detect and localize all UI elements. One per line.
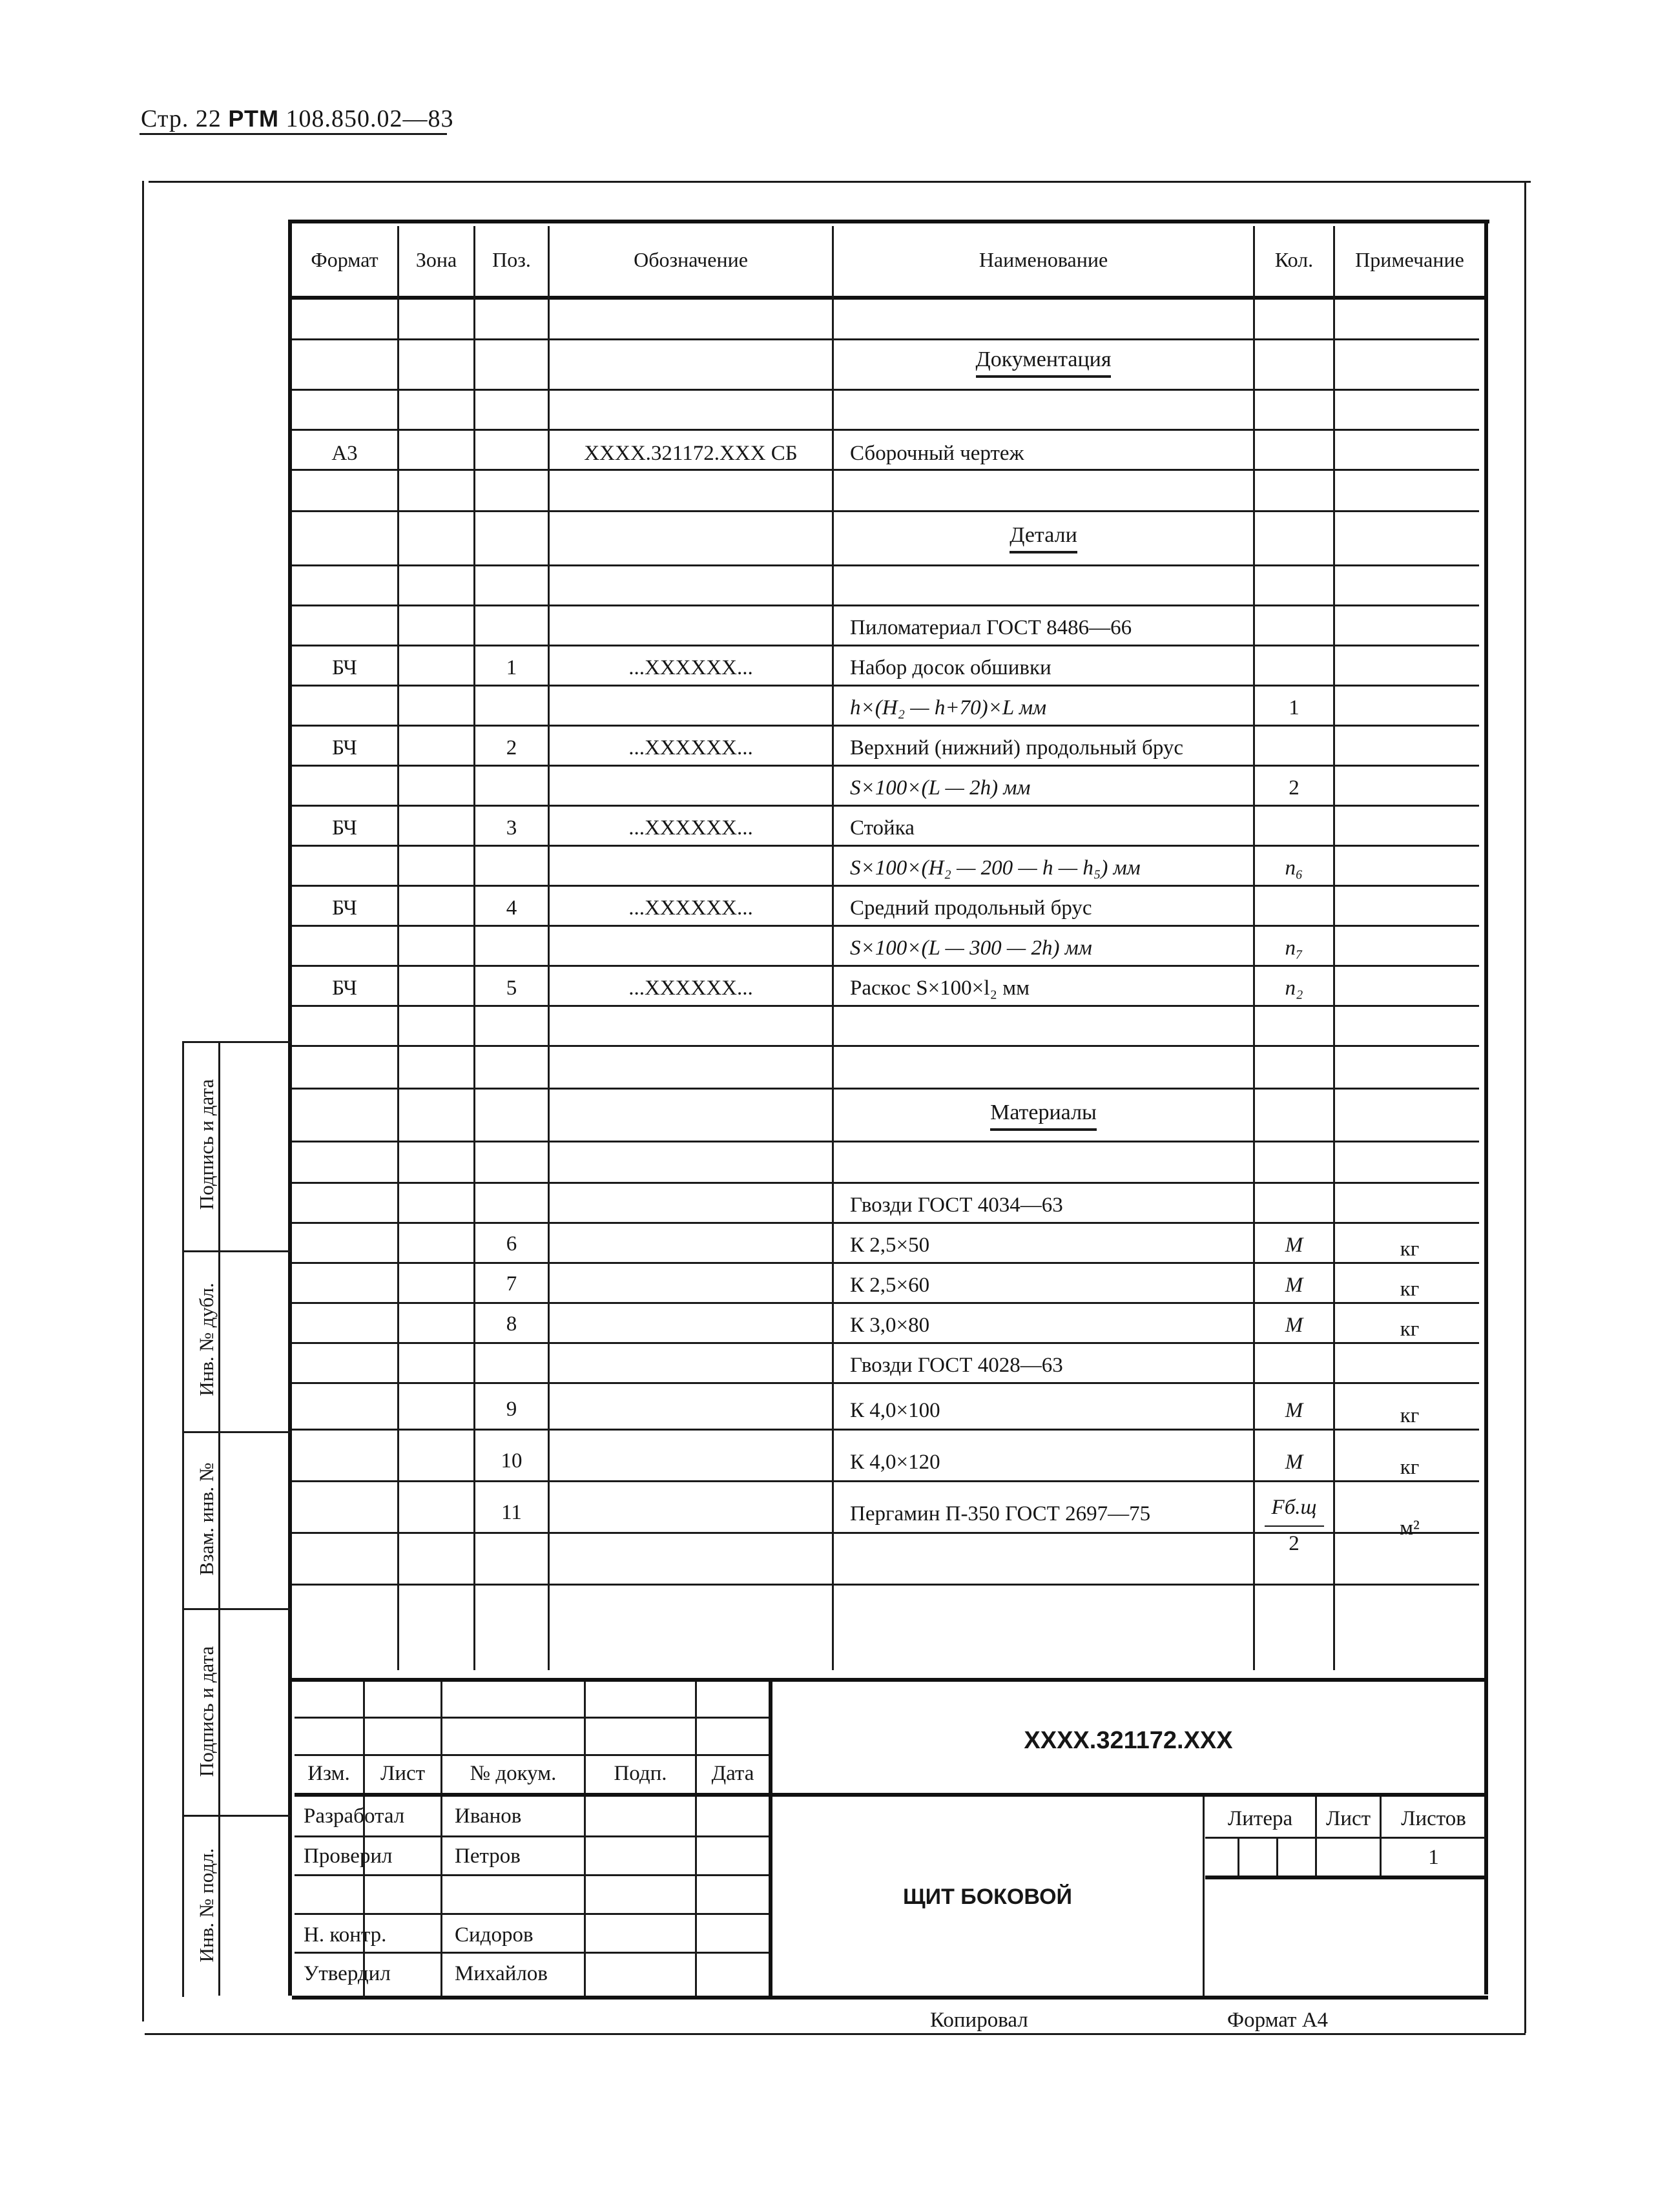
m7-qty: M [1285, 1274, 1303, 1297]
col-header-name: Наименование [979, 248, 1108, 271]
side-label-sign-date-1: Подпись и дата [195, 1079, 218, 1210]
doc-name: Сборочный чертеж [850, 442, 1024, 465]
col-sep-name [832, 226, 834, 1670]
tb-litera-cell-1 [1238, 1838, 1239, 1876]
titleblock-bottom [292, 1996, 1488, 2000]
p4-designation: ...XXXXXX... [628, 896, 753, 920]
m8-note: кг [1400, 1318, 1420, 1341]
tb-litera-cell-2 [1276, 1838, 1278, 1876]
nails-gost-4034: Гвозди ГОСТ 4034—63 [850, 1194, 1063, 1217]
tb-title: ЩИТ БОКОВОЙ [903, 1885, 1072, 1909]
tb-col-4 [695, 1682, 697, 1996]
p3-qty: n₆ [1285, 856, 1303, 880]
m8-name: К 3,0×80 [850, 1314, 930, 1337]
side-label-sign-date-2: Подпись и дата [195, 1646, 218, 1777]
tb-header-doc: № докум. [470, 1762, 557, 1785]
section-materials: Материалы [834, 1102, 1253, 1124]
p1-name: Набор досок обшивки [850, 656, 1051, 679]
p5-pos: 5 [506, 977, 517, 1000]
side-label-inv-dup: Инв. № дубл. [195, 1283, 218, 1396]
page-header [141, 105, 453, 133]
side-label-vzam-inv: Взам. инв. № [195, 1462, 218, 1576]
tb-header-sign: Подп. [614, 1762, 667, 1785]
p3-name: Стойка [850, 816, 915, 840]
spec-header-bottom [292, 296, 1486, 300]
frame-left [142, 181, 144, 2021]
p3-pos: 3 [506, 816, 517, 840]
tb-name-approved: Михайлов [455, 1962, 548, 1985]
tb-litera-left [1203, 1797, 1205, 1996]
doc-designation: XXXX.321172.XXX СБ [584, 442, 798, 465]
p4-qty: n₇ [1285, 936, 1303, 960]
m10-name: К 4,0×120 [850, 1451, 940, 1474]
doc-format: А3 [331, 442, 358, 465]
p2-format: БЧ [332, 736, 357, 760]
p4-format: БЧ [332, 896, 357, 920]
footer-copied: Копировал [930, 2009, 1028, 2032]
p1-qty: 1 [1289, 696, 1300, 719]
m10-pos: 10 [501, 1449, 523, 1473]
m9-pos: 9 [506, 1398, 517, 1421]
tb-col-3 [584, 1682, 586, 1996]
p5-format: БЧ [332, 977, 357, 1000]
p4-dims: S×100×(L — 300 — 2h) мм [850, 936, 1092, 960]
frame-bottom [145, 2033, 1526, 2035]
m6-qty: M [1285, 1234, 1303, 1257]
p5-name: Раскос S×100×l₂ мм [850, 977, 1030, 1000]
p5-qty: n₂ [1285, 977, 1303, 1000]
side-strip-divider [218, 1041, 220, 1996]
side-strip-left [182, 1041, 184, 1997]
m6-note: кг [1400, 1237, 1420, 1261]
tb-row-4 [295, 1835, 769, 1837]
tb-header-date: Дата [711, 1762, 754, 1785]
tb-row-6 [295, 1913, 769, 1915]
tb-litera-bottom [1205, 1876, 1486, 1879]
m7-pos: 7 [506, 1272, 517, 1296]
tb-role-checked: Проверил [304, 1845, 393, 1868]
col-sep-note [1333, 226, 1335, 1670]
side-label-inv-orig: Инв. № подл. [195, 1848, 218, 1963]
m9-qty: M [1285, 1399, 1303, 1422]
tb-role-normcontrol: Н. контр. [304, 1923, 387, 1947]
header-underline [140, 133, 447, 135]
tb-sheet-label: Лист [1325, 1807, 1371, 1830]
tb-header-izm: Изм. [307, 1762, 350, 1785]
p2-qty: 2 [1289, 776, 1300, 800]
tb-row-7 [295, 1952, 769, 1954]
tb-role-approved: Утвердил [304, 1962, 391, 1985]
m6-pos: 6 [506, 1232, 517, 1256]
frame-right [1524, 181, 1526, 2033]
p3-designation: ...XXXXXX... [628, 816, 753, 840]
tb-litera-label: Литера [1227, 1807, 1293, 1830]
spec-right [1484, 220, 1488, 1994]
p2-dims: S×100×(L — 2h) мм [850, 776, 1031, 800]
tb-sheets-value: 1 [1428, 1846, 1439, 1869]
p1-format: БЧ [332, 656, 357, 679]
tb-col-2b [440, 1779, 442, 1996]
m11-qty-fraction-bar [1265, 1525, 1324, 1527]
section-parts: Детали [834, 524, 1253, 546]
tb-row-2 [295, 1754, 769, 1756]
tb-row-3 [295, 1793, 1488, 1797]
titleblock-top [292, 1678, 1486, 1682]
tb-row-1 [295, 1717, 769, 1719]
p2-name: Верхний (нижний) продольный брус [850, 736, 1184, 760]
tb-row-5 [295, 1874, 769, 1876]
tb-name-developed: Иванов [455, 1804, 522, 1828]
p2-designation: ...XXXXXX... [628, 736, 753, 760]
m10-note: кг [1400, 1456, 1420, 1479]
page-number: Стр. 22 [141, 105, 222, 132]
p5-designation: ...XXXXXX... [628, 977, 753, 1000]
tb-col-1 [363, 1682, 365, 1998]
tb-name-checked: Петров [455, 1845, 521, 1868]
m11-pos: 11 [501, 1501, 522, 1524]
p3-dims: S×100×(H₂ — 200 — h — h₅) мм [850, 856, 1141, 880]
p1-designation: ...XXXXXX... [628, 656, 753, 679]
footer-format: Формат А4 [1227, 2009, 1329, 2032]
nails-gost-4028: Гвозди ГОСТ 4028—63 [850, 1354, 1063, 1377]
spec-top [288, 220, 1489, 223]
col-header-note: Примечание [1355, 248, 1464, 271]
m10-qty: M [1285, 1451, 1303, 1474]
m11-name: Пергамин П-350 ГОСТ 2697—75 [850, 1502, 1151, 1525]
p1-pos: 1 [506, 656, 517, 679]
standard-code: РТМ [228, 105, 279, 132]
p1-dims: h×(H₂ — h+70)×L мм [850, 696, 1047, 719]
tb-sheets-label: Листов [1401, 1807, 1466, 1830]
tb-name-normcontrol: Сидоров [455, 1923, 533, 1947]
tb-litera-row [1205, 1837, 1486, 1839]
col-header-format: Формат [311, 248, 378, 271]
tb-designation: XXXX.321172.XXX [1024, 1727, 1233, 1754]
p4-pos: 4 [506, 896, 517, 920]
m6-name: К 2,5×50 [850, 1234, 930, 1257]
frame-top [149, 181, 1531, 183]
m9-note: кг [1400, 1404, 1420, 1427]
side-strip-top [182, 1041, 291, 1043]
p2-pos: 2 [506, 736, 517, 760]
tb-role-developed: Разработал [304, 1804, 405, 1828]
m7-name: К 2,5×60 [850, 1274, 930, 1297]
m11-qty-denominator: 2 [1289, 1532, 1300, 1555]
lumber-title: Пиломатериал ГОСТ 8486—66 [850, 616, 1132, 639]
col-header-pos: Поз. [492, 248, 531, 271]
section-documentation: Документация [834, 349, 1253, 371]
m8-pos: 8 [506, 1312, 517, 1336]
col-header-designation: Обозначение [634, 248, 748, 271]
p3-format: БЧ [332, 816, 357, 840]
tb-header-list: Лист [380, 1762, 426, 1785]
m8-qty: M [1285, 1314, 1303, 1337]
col-sep-zone [397, 226, 399, 1670]
m7-note: кг [1400, 1277, 1420, 1301]
m11-qty-numerator: Fб.щ [1271, 1496, 1317, 1519]
m11-note: м² [1400, 1516, 1420, 1540]
col-header-zone: Зона [415, 248, 457, 271]
standard-number: 108.850.02—83 [285, 105, 454, 132]
spec-left [288, 220, 292, 1996]
p4-name: Средний продольный брус [850, 896, 1092, 920]
col-header-qty: Кол. [1274, 248, 1314, 271]
m9-name: К 4,0×100 [850, 1399, 940, 1422]
